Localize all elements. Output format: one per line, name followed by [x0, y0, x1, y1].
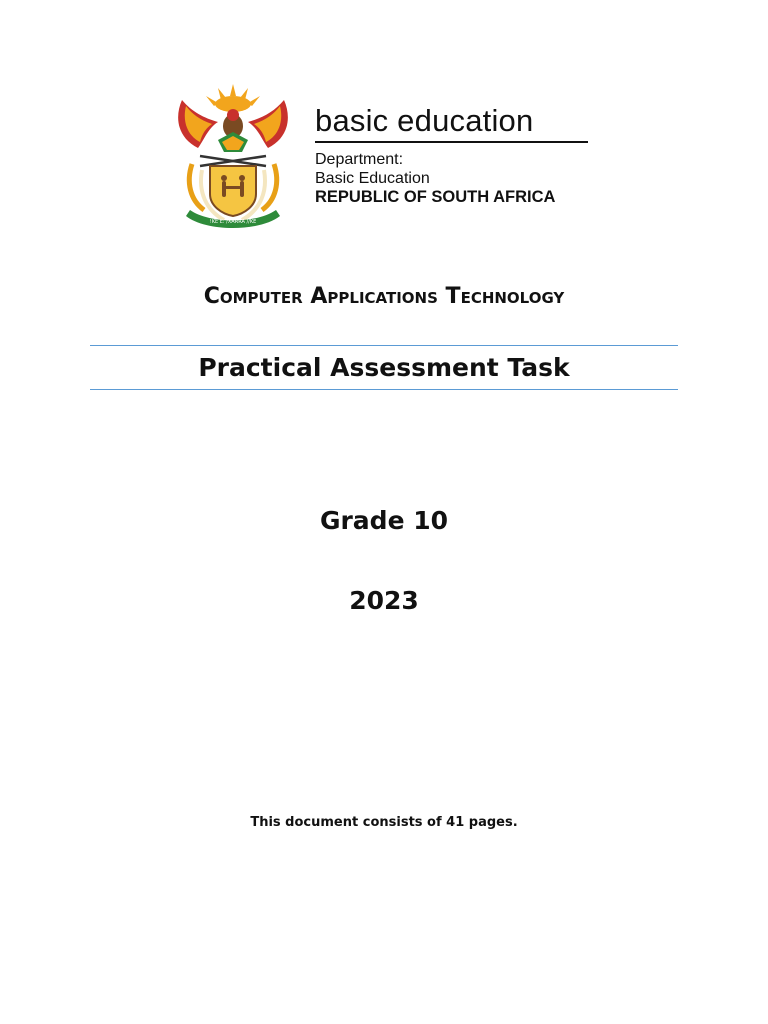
title-rule-top	[90, 345, 678, 346]
grade-label: Grade 10	[319, 506, 449, 535]
subject-title: Computer Applications Technology	[203, 284, 565, 309]
shield	[210, 166, 256, 216]
brand-name: basic education	[315, 103, 534, 138]
task-title: Practical Assessment Task	[198, 353, 570, 382]
brand-text	[315, 104, 590, 207]
department-label: Department:	[315, 151, 404, 168]
department-logo	[172, 82, 592, 236]
year-label: 2023	[349, 586, 419, 615]
motto-text: !KE E: /XARRA //KE	[209, 219, 257, 225]
brand-underline	[315, 141, 588, 143]
department-name: Basic Education	[315, 170, 430, 187]
sun-rays	[206, 84, 260, 112]
title-rule-bottom	[90, 389, 678, 390]
country-name: REPUBLIC OF SOUTH AFRICA	[315, 188, 556, 206]
south-africa-coat-of-arms-icon	[172, 82, 294, 234]
page-count-note: This document consists of 41 pages.	[250, 815, 518, 830]
